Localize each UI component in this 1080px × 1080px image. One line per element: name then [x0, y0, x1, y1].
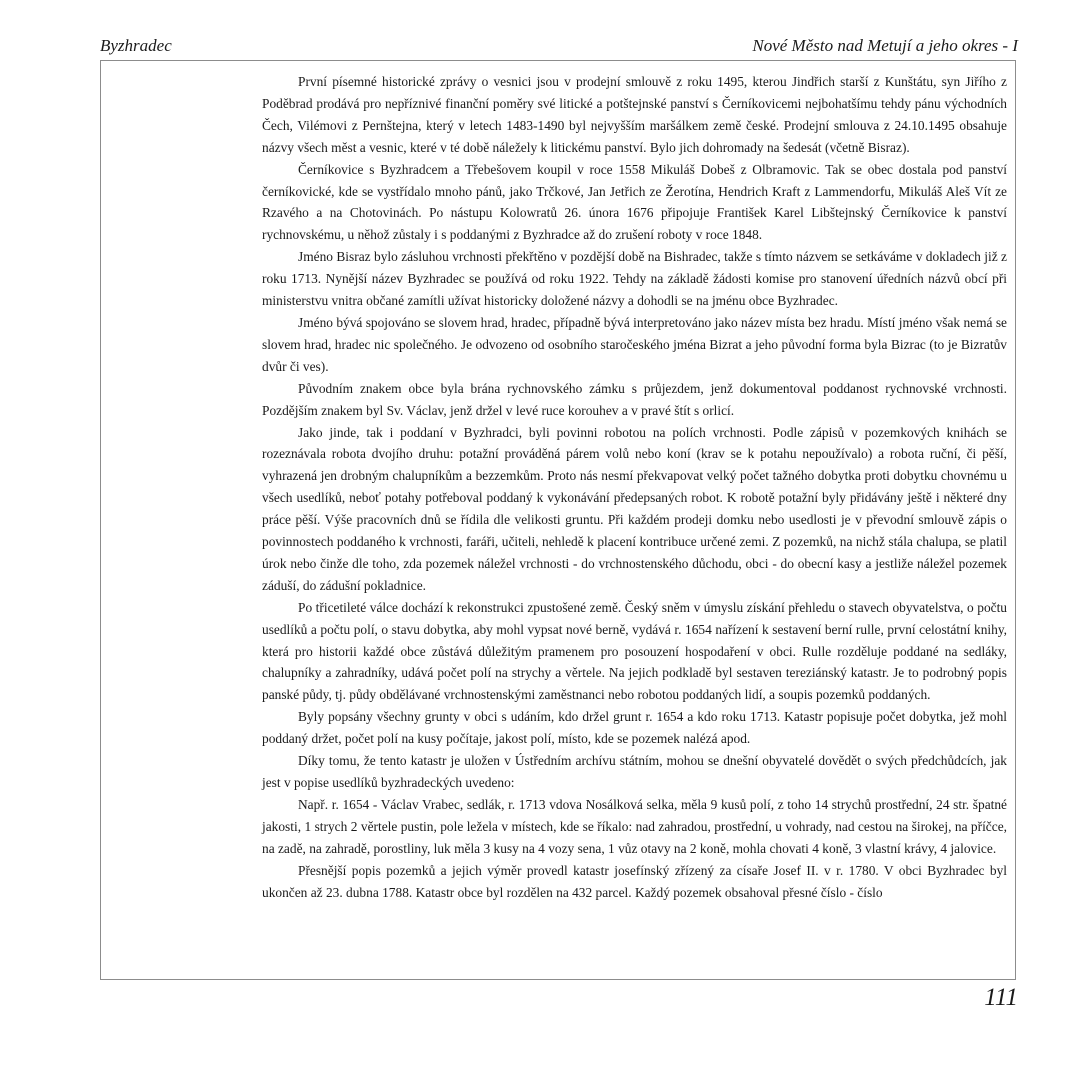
paragraph: Jako jinde, tak i poddaní v Byzhradci, byli povinni robotou na polích vrchnosti. Podle zápisů v pozemkových knihách se rozeznávala robota dvojího druhu: potažní prováděná párem volů nebo koní (krav se k potahu nepoužívalo) a robota ruční, či pěší, vyhrazená jen drobným chalupníkům a bezzemkům. Proto nás nesmí překvapovat velký počet tažného dobytka proti dobytku chovnému u všech usedlíků, neboť potahy potřeboval poddaný k vykonávání předepsaných robot. K robotě potažní byly přidávány ještě i některé dny práce pěší. Výše pracovních dnů se řídila dle velikosti gruntu. Při každém prodeji domku nebo usedlosti je v převodní smlouvě zápis o povinnostech poddaného k vrchnosti, faráři, učiteli, nehledě k placení kontribuce určené zemi. Z pozemků, na nichž stála chalupa, se platil úrok nebo činže dle toho, zda pozemek náležel vrchnosti - do vrchnostenského důchodu, obci - do obecní kasy a jestliže náležel pozemek záduší, do zádušní pokladnice. — [262, 424, 1007, 593]
paragraph: Po třicetileté válce dochází k rekonstrukci zpustošené země. Český sněm v úmyslu získání přehledu o stavech obyvatelstva, o počtu usedlíků a počtu polí, o stavu dobytka, aby mohl vypsat nové berně, vydává r. 1654 nařízení k sestavení berní rulle, první celostátní knihy, která pro historii každé obce zůstává důležitým pramenem pro posouzení hospodaření v obci. Rulle rozděluje poddané na sedláky, chalupníky a zahradníky, udává počet polí na strychy a věrtele. Na jejich podkladě byl sestaven tereziánský katastr. Je to podrobný popis panské půdy, tj. půdy obdělávané vrchnostenskými zaměstnanci nebo robotou poddaných lidí, a soupis pozemků poddaných. — [262, 599, 1007, 703]
paragraph: Původním znakem obce byla brána rychnovského zámku s průjezdem, jenž dokumentoval poddanost rychnovské vrchnosti. Pozdějším znakem byl Sv. Václav, jenž držel v levé ruce korouhev a v pravé štít s orlicí. — [262, 380, 1007, 418]
header-section-title: Byzhradec — [100, 36, 172, 55]
page-number: 111 — [984, 984, 1018, 1011]
paragraph: Přesnější popis pozemků a jejich výměr provedl katastr josefínský zřízený za císaře Josef II. v r. 1780. V obci Byzhradec byl ukončen až 23. dubna 1788. Katastr obce byl rozdělen na 432 parcel. Každý pozemek obsahoval přesné číslo - číslo — [262, 862, 1007, 900]
paragraph: Byly popsány všechny grunty v obci s udáním, kdo držel grunt r. 1654 a kdo roku 1713. Katastr popisuje počet dobytka, jež mohl poddaný držet, počet polí na kusy počítaje, jakost polí, místo, kde se pozemek nalézá apod. — [262, 709, 1007, 747]
paragraph: Např. r. 1654 - Václav Vrabec, sedlák, r. 1713 vdova Nosálková selka, měla 9 kusů polí, z toho 14 strychů prostřední, 24 str. špatné jakosti, 1 strych 2 věrtele pustin, pole ležela v místech, kde se říkalo: nad zahradou, prostřední, u vohrady, nad cestou na širokej, na příčce, na zadě, na zahradě, porostliny, luk měla 3 kusy na 4 vozy sena, 1 vůz otavy na 2 koně, mohla chovati 4 koně, 3 vlastní krávy, 4 jalovice. — [262, 796, 1007, 856]
paragraph: První písemné historické zprávy o vesnici jsou v prodejní smlouvě z roku 1495, kterou Jindřich starší z Kunštátu, syn Jiřího z Poděbrad prodává pro nepříznivé finanční poměry své litické a potštejnské panství s Černíkovicemi nejbohatšímu tehdy pánu východních Čech, Vilémovi z Pernštejna, který v letech 1483-1490 byl nejvyšším maršálkem země české. Prodejní smlouva z 24.10.1495 obsahuje názvy všech měst a vesnic, které v té době náležely k litickému panství. Bylo jich dohromady na šedesát (včetně Bisraz). — [262, 74, 1007, 155]
paragraph: Černíkovice s Byzhradcem a Třebešovem koupil v roce 1558 Mikuláš Dobeš z Olbramovic. Tak se obec dostala pod panství černíkovické, kde se vystřídalo mnoho pánů, jako Trčkové, Jan Jetřich ze Žerotína, Hendrich Kraft z Lammendorfu, Mikuláš Aleš Vít ze Rzavého a na Chotovinách. Po nástupu Kolowratů 26. února 1676 připojuje František Karel Libštejnský Černíkovice k panství rychnovskému, u něhož zůstaly i s poddanými z Byzhradce až do zrušení roboty v roce 1848. — [262, 161, 1007, 243]
running-header — [100, 36, 1018, 60]
paragraph: Díky tomu, že tento katastr je uložen v Ústředním archívu státním, mohou se dnešní obyvatelé dovědět o svých předchůdcích, jak jest v popise usedlíků byzhradeckých uvedeno: — [262, 753, 1007, 790]
paragraph: Jméno bývá spojováno se slovem hrad, hradec, případně bývá interpretováno jako název místa bez hradu. Místí jméno však nemá se slovem hrad, hradec nic společného. Je odvozeno od osobního staročeského jména Bizrat a jeho původní forma byla Bizrac (to je Bizratův dvůr či ves). — [262, 314, 1007, 374]
body-text — [262, 71, 1007, 903]
header-book-title: Nové Město nad Metují a jeho okres - I — [752, 36, 1018, 55]
paragraph: Jméno Bisraz bylo zásluhou vrchnosti překřtěno v pozdější době na Bishradec, takže s tímto názvem se setkáváme v dokladech již z roku 1713. Nynější název Byzhradec se používá od roku 1922. Tehdy na základě žádosti komise pro stanovení úředních názvů obcí při ministerstvu vnitra občané zamítli užívat historicky doložené názvy a dohodli se na jménu obce Byzhradec. — [262, 249, 1007, 309]
